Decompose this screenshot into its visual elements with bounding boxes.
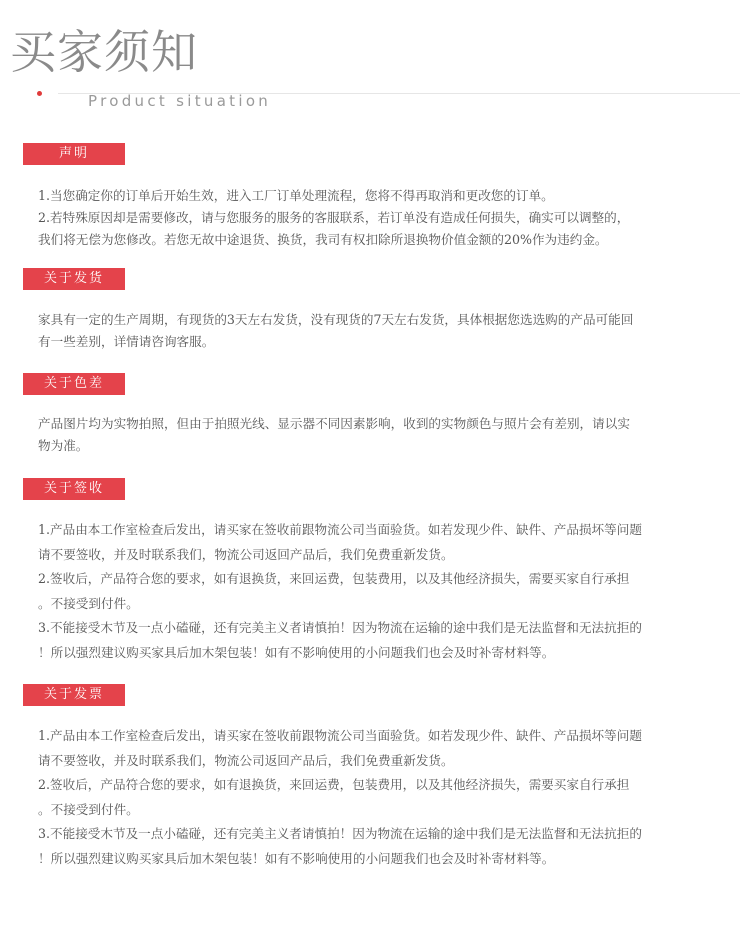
paragraph-line: 产品图片均为实物拍照，但由于拍照光线、显示器不同因素影响，收到的实物颜色与照片会有差别，请以实 (38, 416, 630, 431)
section-label-invoice: 关于发票 (23, 684, 125, 706)
section-label-statement: 声明 (23, 143, 125, 165)
paragraph-line: ！所以强烈建议购买家具后加木架包装！如有不影响使用的小问题我们也会及时补寄材料等。 (38, 850, 555, 866)
section-label-shipping: 关于发货 (23, 268, 125, 290)
paragraph-line: 物为准。 (38, 438, 89, 453)
paragraph-line: 1.当您确定你的订单后开始生效，进入工厂订单处理流程，您将不得再取消和更改您的订单。 (38, 188, 554, 203)
section-label-color-difference: 关于色差 (23, 373, 125, 395)
paragraph-line: 2.若特殊原因却是需要修改，请与您服务的服务的客服联系，若订单没有造成任何损失，确实可以调整的， (38, 210, 630, 225)
section-text-receipt (38, 518, 728, 665)
paragraph-line: 我们将无偿为您修改。若您无故中途退货、换货，我司有权扣除所退换物价值金额的20%作为违约金。 (38, 232, 608, 247)
paragraph-line: 3.不能接受木节及一点小磕碰，还有完美主义者请慎拍！因为物流在运输的途中我们是无法监督和无法抗拒的 (38, 826, 642, 841)
paragraph-line: 1.产品由本工作室检查后发出，请买家在签收前跟物流公司当面验货。如若发现少件、缺件、产品损坏等问题 (38, 728, 642, 743)
page-title: 买家须知 (10, 25, 198, 79)
section-text-shipping (38, 309, 728, 353)
paragraph-line: 有一些差别，详情请咨询客服。 (38, 334, 215, 349)
paragraph-line: ！所以强烈建议购买家具后加木架包装！如有不影响使用的小问题我们也会及时补寄材料等。 (38, 644, 555, 660)
title-dot-decoration (37, 91, 42, 96)
section-text-color-difference (38, 413, 728, 457)
paragraph-line: 2.签收后，产品符合您的要求，如有退换货，来回运费，包装费用，以及其他经济损失，需要买家自行承担 (38, 777, 630, 792)
paragraph-line: 家具有一定的生产周期，有现货的3天左右发货，没有现货的7天左右发货，具体根据您选选购的产品可能回 (38, 312, 634, 327)
section-text-invoice (38, 724, 728, 871)
paragraph-line: 1.产品由本工作室检查后发出，请买家在签收前跟物流公司当面验货。如若发现少件、缺件、产品损坏等问题 (38, 522, 642, 537)
paragraph-line: 2.签收后，产品符合您的要求，如有退换货，来回运费，包装费用，以及其他经济损失，需要买家自行承担 (38, 571, 630, 586)
paragraph-line: 。不接受到付件。 (38, 595, 139, 611)
section-text-statement (38, 185, 728, 251)
paragraph-line: 请不要签收，并及时联系我们，物流公司返回产品后，我们免费重新发货。 (38, 546, 454, 562)
paragraph-line: 。不接受到付件。 (38, 801, 139, 817)
section-label-receipt: 关于签收 (23, 478, 125, 500)
paragraph-line: 请不要签收，并及时联系我们，物流公司返回产品后，我们免费重新发货。 (38, 752, 454, 768)
paragraph-line: 3.不能接受木节及一点小磕碰，还有完美主义者请慎拍！因为物流在运输的途中我们是无法监督和无法抗拒的 (38, 620, 642, 635)
page-subtitle: Product situation (88, 92, 272, 110)
